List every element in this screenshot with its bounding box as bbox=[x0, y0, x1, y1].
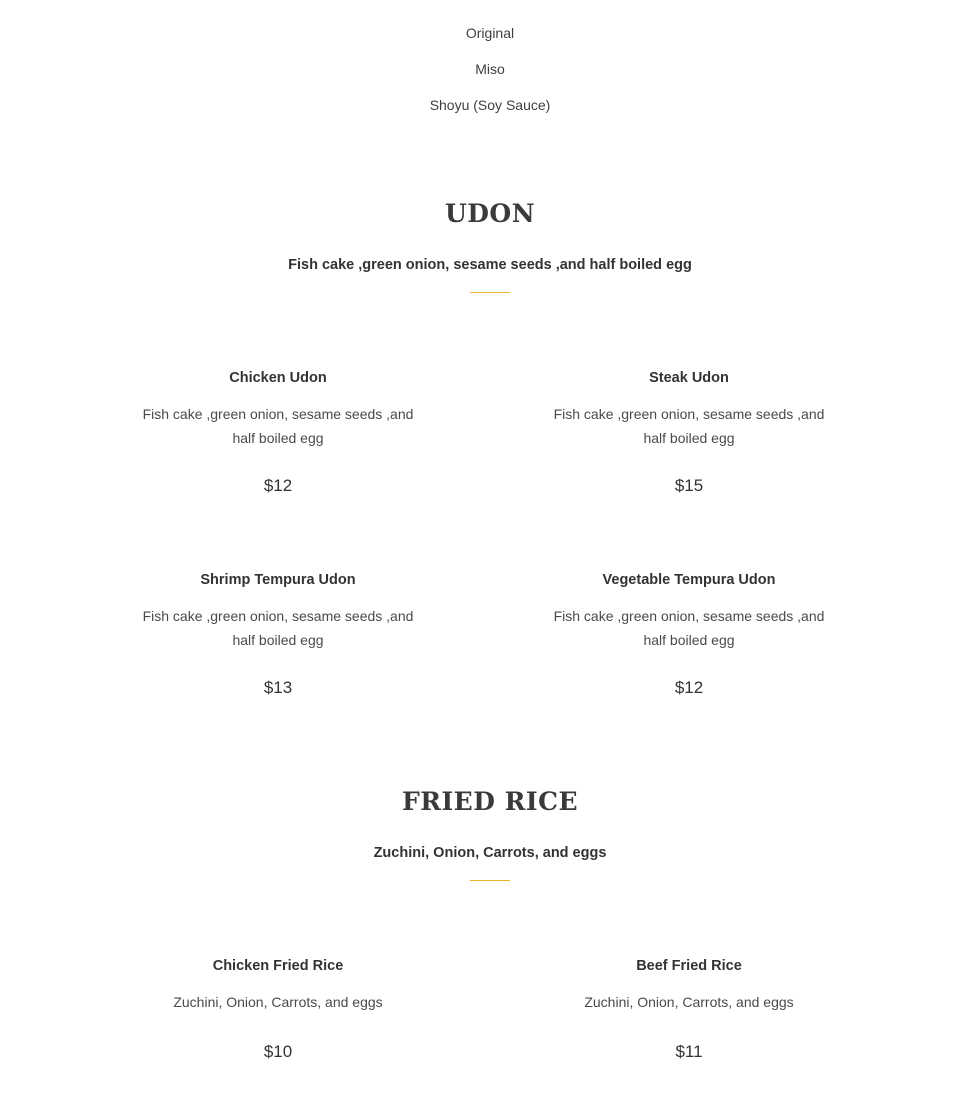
item-description: Zuchini, Onion, Carrots, and eggs bbox=[584, 994, 794, 1010]
item-description: Zuchini, Onion, Carrots, and eggs bbox=[173, 994, 383, 1010]
item-name: Chicken Udon bbox=[229, 370, 327, 386]
item-price: $13 bbox=[263, 678, 293, 697]
item-name: Steak Udon bbox=[649, 370, 729, 386]
item-description: Fish cake ,green onion, sesame seeds ,and half boiled egg bbox=[142, 608, 414, 648]
menu-item-chicken-udon bbox=[128, 367, 428, 498]
broth-option-miso: Miso bbox=[475, 61, 505, 77]
menu-item-beef-fried-rice bbox=[539, 955, 839, 1064]
item-price: $12 bbox=[263, 476, 293, 495]
item-name: Chicken Fried Rice bbox=[212, 958, 344, 974]
item-name: Vegetable Tempura Udon bbox=[602, 572, 776, 588]
section-divider bbox=[470, 880, 510, 881]
section-subtitle-udon: Fish cake ,green onion, sesame seeds ,and half boiled egg bbox=[288, 257, 692, 273]
item-description: Fish cake ,green onion, sesame seeds ,and half boiled egg bbox=[553, 406, 825, 446]
broth-option-shoyu: Shoyu (Soy Sauce) bbox=[429, 97, 551, 113]
menu-item-vegetable-tempura-udon bbox=[539, 569, 839, 700]
item-price: $12 bbox=[674, 678, 704, 697]
item-price: $15 bbox=[674, 476, 704, 495]
item-name: Beef Fried Rice bbox=[636, 958, 742, 974]
section-subtitle-fried-rice: Zuchini, Onion, Carrots, and eggs bbox=[373, 845, 607, 861]
broth-option-original: Original bbox=[465, 25, 515, 41]
menu-item-steak-udon bbox=[539, 367, 839, 498]
item-price: $11 bbox=[675, 1042, 703, 1061]
item-description: Fish cake ,green onion, sesame seeds ,and half boiled egg bbox=[553, 608, 825, 648]
item-name: Shrimp Tempura Udon bbox=[200, 572, 356, 588]
section-title-fried-rice: FRIED RICE bbox=[401, 787, 579, 816]
menu-item-chicken-fried-rice bbox=[128, 955, 428, 1064]
menu-item-shrimp-tempura-udon bbox=[128, 569, 428, 700]
broth-list bbox=[0, 22, 965, 130]
section-divider bbox=[470, 292, 510, 293]
item-description: Fish cake ,green onion, sesame seeds ,and half boiled egg bbox=[142, 406, 414, 446]
item-price: $10 bbox=[263, 1042, 293, 1061]
section-title-udon: UDON bbox=[444, 199, 536, 228]
